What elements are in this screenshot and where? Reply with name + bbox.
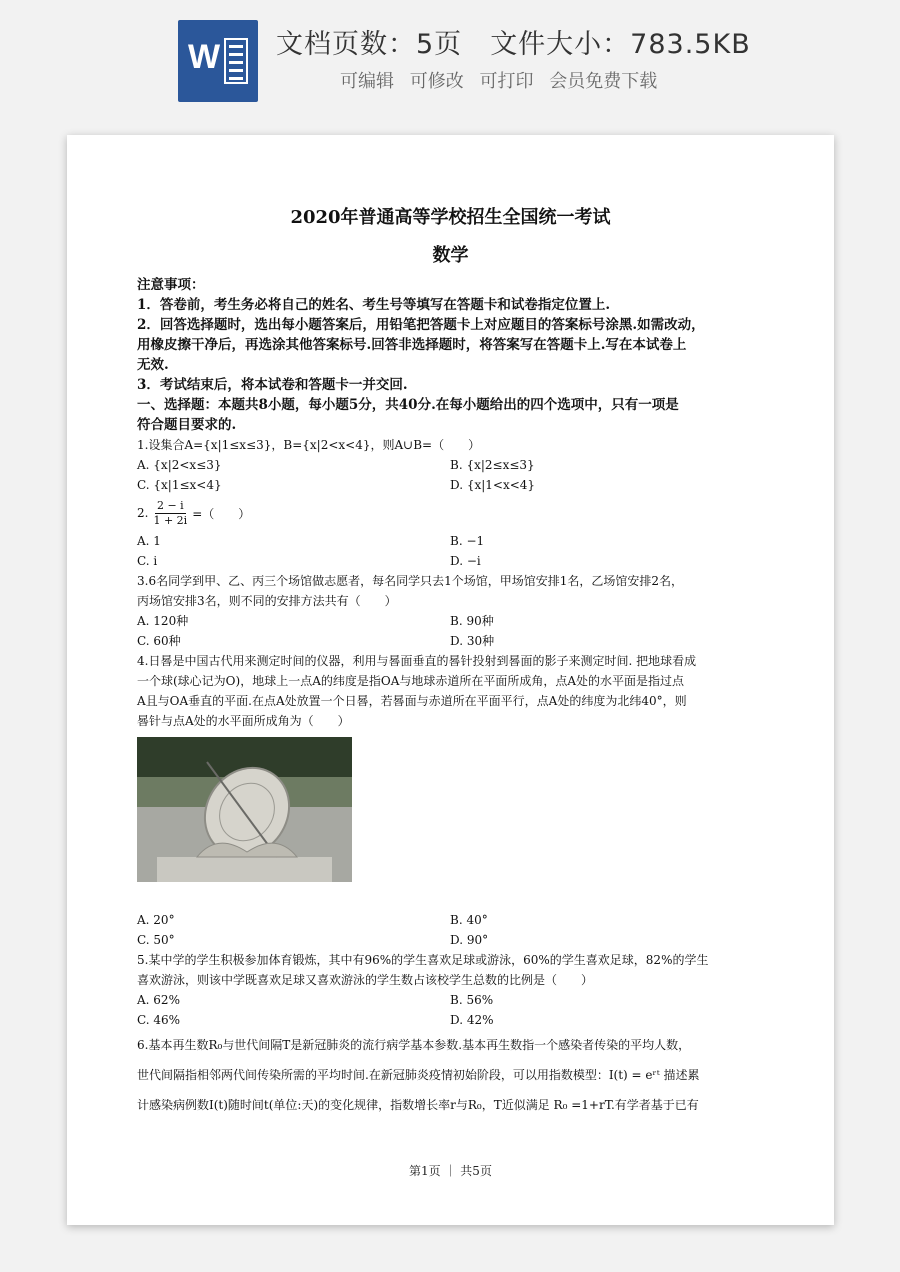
question-3-stem: 丙场馆安排3名，则不同的安排方法共有（ ） <box>137 594 397 608</box>
question-4-stem: A且与OA垂直的平面.在点A处放置一个日晷，若晷面与赤道所在平面平行，点A处的纬度为北纬40°，则 <box>137 694 687 708</box>
document-body <box>137 275 767 1120</box>
question-4-stem: 一个球(球心记为O)，地球上一点A的纬度是指OA与地球赤道所在平面所成角，点A处的水平面是指过点 <box>137 674 685 688</box>
file-size: 文件大小：783.5KB <box>490 29 751 60</box>
note-line: 2．回答选择题时，选出每小题答案后，用铅笔把答题卡上对应题目的答案标号涂黑.如需改动， <box>137 317 705 333</box>
question-3-options-row <box>137 631 767 651</box>
question-2-options-row <box>137 551 767 571</box>
question-2-fraction <box>151 499 189 528</box>
question-4-stem: 4.日晷是中国古代用来测定时间的仪器，利用与晷面垂直的晷针投射到晷面的影子来测定时间. 把地球看成 <box>137 654 697 668</box>
question-5-options-row <box>137 990 767 1010</box>
feature-member-download[interactable]: 会员免费下载 <box>549 71 658 92</box>
option-c: C. 46% <box>137 1013 181 1027</box>
question-1-stem: 1.设集合A={x|1≤x≤3}，B={x|2<x<4}，则A∪B=（ ） <box>137 438 481 452</box>
page-count: 文档页数：5页 <box>276 29 463 60</box>
document-page <box>67 135 834 1225</box>
word-document-icon <box>178 20 258 102</box>
note-line: 1．答卷前，考生务必将自己的姓名、考生号等填写在答题卡和试卷指定位置上. <box>137 297 611 313</box>
option-a: A. 20° <box>137 913 175 927</box>
header-banner <box>0 0 900 120</box>
question-6-stem: 世代间隔指相邻两代间传染所需的平均时间.在新冠肺炎疫情初始阶段，可以用指数模型：I(t) = eʳᵗ 描述累 <box>137 1068 700 1082</box>
exam-subject: 数学 <box>432 245 469 266</box>
option-c: C. 50° <box>137 933 175 947</box>
question-5-options-row <box>137 1010 767 1030</box>
option-b: B. 40° <box>450 913 488 927</box>
question-3-options-row <box>137 611 767 631</box>
option-b: B. 90种 <box>450 614 494 628</box>
option-a: A. 120种 <box>137 614 189 628</box>
option-c: C. i <box>137 554 158 568</box>
option-d: D. 90° <box>450 933 489 947</box>
question-5-stem: 5.某中学的学生积极参加体育锻炼，其中有96%的学生喜欢足球或游泳，60%的学生喜欢足球，82%的学生 <box>137 953 709 967</box>
note-line: 用橡皮擦干净后，再选涂其他答案标号.回答非选择题时，将答案写在答题卡上.写在本试卷上 <box>137 337 687 353</box>
option-c: C. {x|1≤x<4} <box>137 478 222 492</box>
note-line: 无效. <box>137 357 169 373</box>
word-icon-letter: W <box>188 38 220 76</box>
question-4-options-row <box>137 930 767 950</box>
option-c: C. 60种 <box>137 634 181 648</box>
option-d: D. 42% <box>450 1013 494 1027</box>
question-2-options-row <box>137 531 767 551</box>
option-a: A. 1 <box>137 534 161 548</box>
question-2-number: 2. <box>137 506 149 520</box>
option-b: B. 56% <box>450 993 494 1007</box>
fraction-denominator: 1 + 2i <box>153 513 188 527</box>
document-info <box>276 22 751 61</box>
question-4-stem: 晷针与点A处的水平面所成角为（ ） <box>137 714 350 728</box>
sundial-photo <box>137 737 352 882</box>
question-3-stem: 3.6名同学到甲、乙、丙三个场馆做志愿者，每名同学只去1个场馆，甲场馆安排1名，乙场馆安排2名， <box>137 574 683 588</box>
option-d: D. −i <box>450 554 481 568</box>
fraction-numerator: 2 − i <box>156 498 184 512</box>
feature-printable: 可打印 <box>479 71 534 92</box>
option-d: D. 30种 <box>450 634 495 648</box>
page-footer: 第1页 ｜ 共5页 <box>409 1164 492 1178</box>
section-heading: 一、选择题：本题共8小题，每小题5分，共40分.在每小题给出的四个选项中，只有一项是 <box>137 397 679 413</box>
document-lines-icon <box>224 38 248 84</box>
question-1-options-row <box>137 455 767 475</box>
option-b: B. −1 <box>450 534 485 548</box>
question-6-stem: 计感染病例数I(t)随时间t(单位:天)的变化规律，指数增长率r与R₀，T近似满足 R₀ =1+rT.有学者基于已有 <box>137 1098 699 1112</box>
option-a: A. {x|2<x≤3} <box>137 458 222 472</box>
exam-title: 2020年普通高等学校招生全国统一考试 <box>290 207 611 228</box>
question-5-stem: 喜欢游泳，则该中学既喜欢足球又喜欢游泳的学生数占该校学生总数的比例是（ ） <box>137 973 594 987</box>
feature-modifiable: 可修改 <box>409 71 464 92</box>
option-b: B. {x|2≤x≤3} <box>450 458 535 472</box>
notes-heading: 注意事项： <box>137 277 205 293</box>
question-2-stem <box>137 495 767 531</box>
option-d: D. {x|1<x<4} <box>450 478 536 492</box>
note-line: 3．考试结束后，将本试卷和答题卡一并交回. <box>137 377 408 393</box>
feature-editable: 可编辑 <box>340 71 394 92</box>
question-1-options-row <box>137 475 767 495</box>
option-a: A. 62% <box>137 993 180 1007</box>
section-heading: 符合题目要求的. <box>137 417 237 433</box>
question-2-suffix: =（ ） <box>192 506 251 521</box>
feature-list <box>340 67 667 93</box>
question-4-options-row <box>137 910 767 930</box>
sundial-illustration <box>137 737 352 882</box>
question-6-stem: 6.基本再生数R₀与世代间隔T是新冠肺炎的流行病学基本参数.基本再生数指一个感染者传染的平均人数， <box>137 1038 691 1052</box>
